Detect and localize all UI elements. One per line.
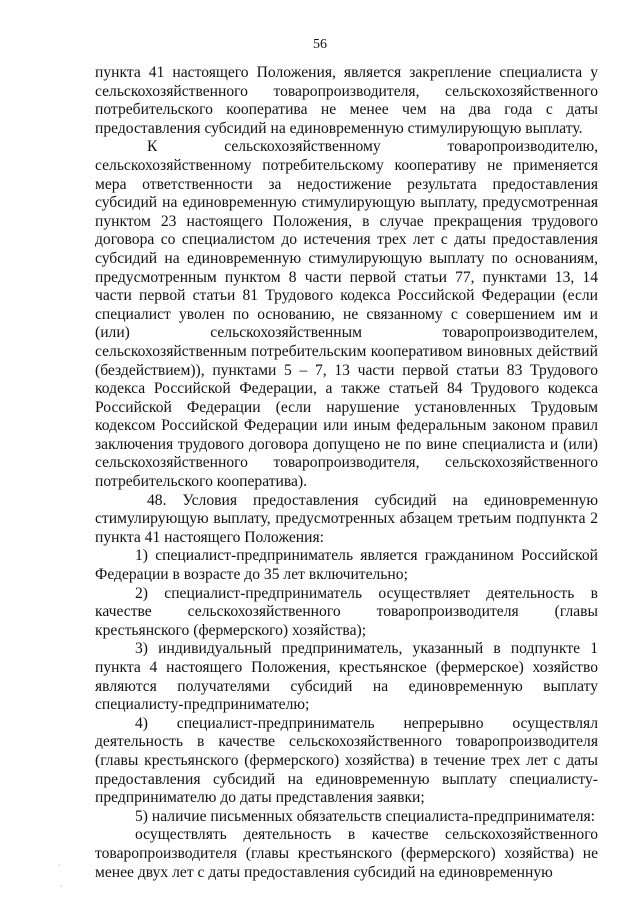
paragraph-exemption: К сельскохозяйственному товаропроизводителю, сельскохозяйственному потребительскому кооперативу не применяется мера ответственности за недостижение результата предоставления субсидий на единовременную стимулирующую выплату, предусмотренная пунктом 23 настоящего Положения, в случае прекращения трудового договора со специалистом до истечения трех лет с даты предоставления субсидий на единовременную стимулирующую выплату по основаниям, предусмотренным пунктом 8 части первой статьи 77, пунктами 13, 14 части первой статьи 81 Трудового кодекса Российской Федерации (если специалист уволен по основанию, не связанному с совершением им и (или) сельскохозяйственным товаропроизводителем, сельскохозяйственным потребительским кооперативом виновных действий (бездействием)), пунктами 5 – 7, 13 части первой статьи 83 Трудового кодекса Российской Федерации, а также статьей 84 Трудового кодекса Российской Федерации (если нарушение установленных Трудовым кодексом Российской Федерации или иным федеральным законом правил заключения трудового договора допущено не по вине специалиста и (или) сельскохозяйственного товаропроизводителя, сельскохозяйственного потребительского кооператива). — [95, 138, 598, 491]
list-item-3: 3) индивидуальный предприниматель, указанный в подпункте 1 пункта 4 настоящего Положения, крестьянское (фермерское) хозяйство являются получателями субсидий на единовременную выплату специалисту-предпринимателю; — [95, 640, 598, 714]
paragraph-48-conditions: 48. Условия предоставления субсидий на единовременную стимулирующую выплату, предусмотренных абзацем третьим подпункта 2 пункта 41 настоящего Положения: — [95, 491, 598, 546]
list-item-5-obligation: осуществлять деятельность в качестве сельскохозяйственного товаропроизводителя (главы крестьянского (фермерского) хозяйства) не менее двух лет с даты предоставления субсидий на единовременную — [95, 826, 598, 881]
document-body — [95, 64, 598, 882]
paragraph-continuation: пункта 41 настоящего Положения, является закрепление специалиста у сельскохозяйственного товаропроизводителя, сельскохозяйственного потребительского кооператива не менее чем на два года с даты предоставления субсидий на единовременную стимулирующую выплату. — [95, 64, 598, 137]
list-item-1: 1) специалист-предприниматель является гражданином Российской Федерации в возрасте до 35 лет включительно; — [95, 547, 598, 584]
scan-mark-dot: · — [60, 882, 63, 891]
page-number: 56 — [313, 37, 327, 52]
scan-mark-dot: · — [58, 861, 61, 870]
list-item-2: 2) специалист-предприниматель осуществляет деятельность в качестве сельскохозяйственного товаропроизводителя (главы крестьянского (фермерского) хозяйства); — [95, 584, 598, 639]
list-item-4: 4) специалист-предприниматель непрерывно осуществлял деятельность в качестве сельскохозяйственного товаропроизводителя (главы крестьянского (фермерского) хозяйства) в течение трех лет с даты предоставления субсидий на единовременную выплату специалисту-предпринимателю до даты представления заявки; — [95, 714, 598, 807]
list-item-5: 5) наличие письменных обязательств специалиста-предпринимателя: — [135, 807, 595, 825]
